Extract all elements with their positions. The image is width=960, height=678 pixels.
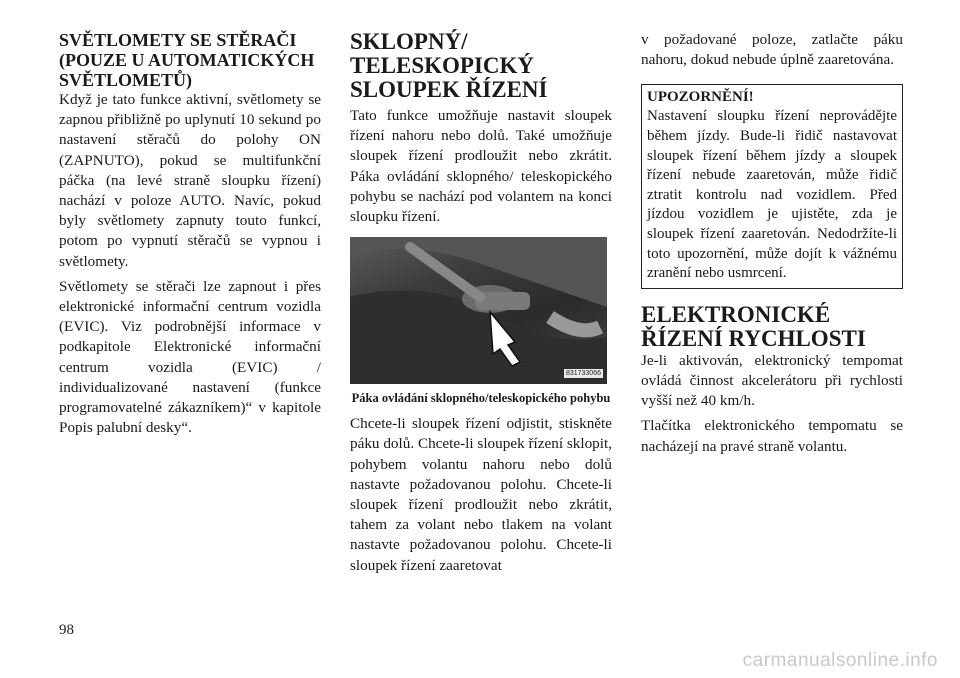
paragraph: Je-li aktivován, elektronický tempomat ovládá činnost akcelerátoru při rychlosti vyšší než 40 km/h. bbox=[641, 351, 903, 410]
section-heading-wiper-headlights: SVĚTLOMETY SE STĚRAČI (POUZE U AUTOMATICKÝCH SVĚTLOMETŮ) bbox=[59, 30, 315, 90]
section-heading-steering-column: SKLOPNÝ/ TELESKOPICKÝ SLOUPEK ŘÍZENÍ bbox=[350, 29, 548, 102]
section-heading-cruise-control: ELEKTRONICKÉ ŘÍZENÍ RYCHLOSTI bbox=[641, 301, 866, 351]
paragraph: Světlomety se stěrači lze zapnout i přes elektronické informační centrum vozidla (EVIC). Viz podrobnější informace v podkapitole Elektronické informační centrum vozidla (EVIC) / individualizované nastavení (funkce programovatelné zákazníkem)“ v kapitole Popis palubní desky“. bbox=[59, 277, 321, 437]
paragraph: Tato funkce umožňuje nastavit sloupek řízení nahoru nebo dolů. Také umožňuje sloupek řízení prodloužit nebo zkrátit. Páka ovládání sklopného/ teleskopického pohybu se nachází pod volantem na konci sloupku řízení. bbox=[350, 107, 612, 226]
figure-code: 831733066 bbox=[565, 370, 601, 378]
page-number: 98 bbox=[59, 622, 74, 638]
column-right bbox=[641, 30, 903, 457]
paragraph: Když je tato funkce aktivní, světlomety se zapnou přibližně po uplynutí 10 sekund po nastavení stěračů do polohy ON (ZAPNUTO), pokud se multifunkční páčka (na levé straně sloupku řízení) nachází v poloze AUTO. Navíc, pokud byly světlomety zapnuty touto funkcí, potom po vypnutí stěračů se vypnou i světlomety. bbox=[59, 91, 321, 270]
paragraph: Chcete-li sloupek řízení odjistit, stiskněte páku dolů. Chcete-li sloupek řízení sklopit, pohybem volantu nahoru nebo dolů nastavte požadovanou polohu. Chcete-li sloupek řízení prodloužit nebo zkrátit, tahem za volant nebo tlakem na volant nastavte požadovanou polohu. Chcete-li sloupek řízení zaaretovat bbox=[350, 415, 612, 574]
column-left bbox=[59, 30, 321, 438]
paragraph: Tlačítka elektronického tempomatu se nacházejí na pravé straně volantu. bbox=[641, 417, 903, 455]
warning-box bbox=[641, 84, 903, 288]
figure-caption: Páka ovládání sklopného/teleskopického pohybu bbox=[351, 391, 611, 406]
paragraph: v požadované poloze, zatlačte páku nahoru, dokud nebude úplně zaaretována. bbox=[641, 31, 903, 69]
warning-text: Nastavení sloupku řízení neprovádějte během jízdy. Bude-li řidič nastavovat sloupek řízení během jízdy a sloupek řízení nebude zaaretován, může řidič ztratit kontrolu nad vozidlem. Před jízdou vozidlem je ujistěte, zda je sloupek řízení zaaretován. Nedodržíte-li toto upozornění, může dojít k vážnému zranění nebo usmrcení. bbox=[647, 108, 897, 282]
column-middle bbox=[350, 30, 612, 576]
steering-column-illustration bbox=[350, 237, 607, 384]
warning-title: UPOZORNĚNÍ! bbox=[647, 89, 754, 106]
steering-column-lever-photo bbox=[350, 237, 607, 384]
watermark: carmanualsonline.info bbox=[742, 650, 938, 671]
